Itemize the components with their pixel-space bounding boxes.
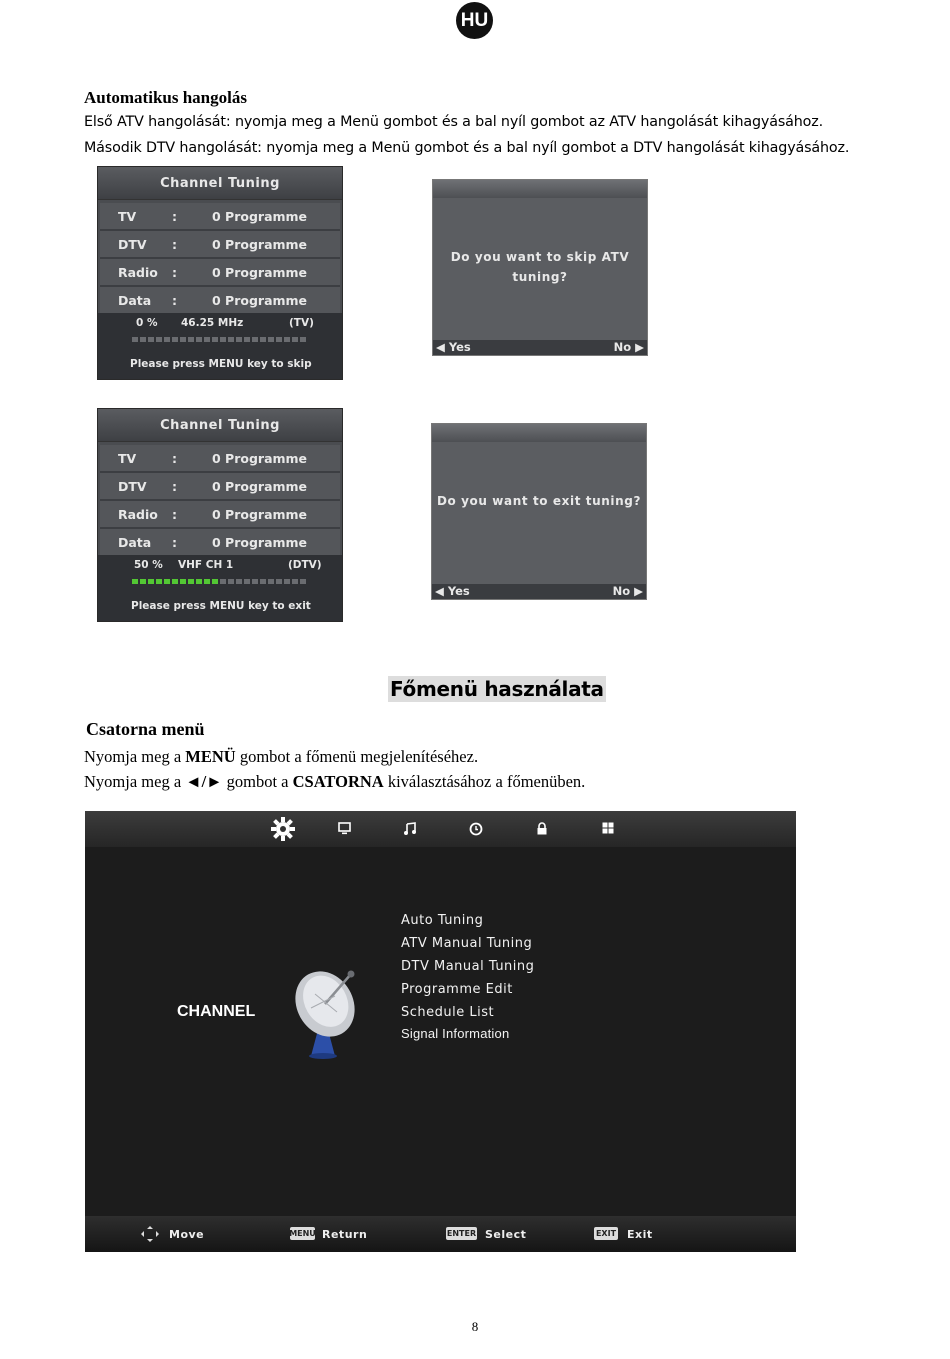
progress-segment: [284, 337, 290, 342]
progress-segment: [244, 579, 250, 584]
dialog-message: Do you want to skip ATV: [450, 250, 630, 264]
music-icon[interactable]: [403, 822, 417, 836]
no-button[interactable]: No ▶: [613, 340, 644, 354]
dialog-message: Do you want to exit tuning?: [436, 494, 642, 508]
progress-segment: [204, 337, 210, 342]
progress-segment: [188, 579, 194, 584]
progress-segment: [300, 337, 306, 342]
progress-segment: [276, 337, 282, 342]
progress-segment: [140, 579, 146, 584]
progress-bar: [132, 579, 306, 584]
menu-top-bar: [85, 811, 796, 847]
menu-item-signal-information[interactable]: Signal Information: [401, 1026, 510, 1041]
progress-segment: [140, 337, 146, 342]
clock-icon[interactable]: [469, 822, 483, 836]
menu-item-schedule-list[interactable]: Schedule List: [401, 1005, 495, 1020]
select-label: Select: [485, 1228, 527, 1241]
progress-segment: [148, 337, 154, 342]
progress-segment: [132, 579, 138, 584]
tuning-row: DTV : 0 Programme: [100, 473, 340, 501]
tuning-row: Data : 0 Programme: [100, 529, 340, 557]
progress-segment: [252, 579, 258, 584]
tuning-frequency: VHF CH 1: [178, 559, 234, 571]
instruction-line: Nyomja meg a ◄/► gombot a CSATORNA kiválasztásához a főmenüben.: [84, 772, 586, 791]
tuning-mode: (DTV): [288, 559, 322, 571]
menu-item-dtv-manual-tuning[interactable]: DTV Manual Tuning: [401, 959, 535, 974]
tuning-frequency: 46.25 MHz: [181, 317, 244, 329]
section-title: Főmenü használata: [390, 677, 604, 701]
progress-segment: [172, 337, 178, 342]
tuning-row: Radio : 0 Programme: [100, 259, 340, 287]
monitor-icon[interactable]: [338, 822, 351, 835]
progress-segment: [300, 579, 306, 584]
tuning-status: [98, 555, 342, 621]
progress-segment: [228, 337, 234, 342]
progress-segment: [156, 579, 162, 584]
progress-segment: [236, 337, 242, 342]
progress-segment: [196, 337, 202, 342]
satellite-dish-icon: [285, 964, 365, 1059]
lock-icon[interactable]: [536, 822, 548, 835]
channel-tuning-panel: [97, 166, 343, 380]
tuning-row: TV : 0 Programme: [100, 203, 340, 231]
panel-title: Channel Tuning: [98, 167, 342, 200]
tuning-row: TV : 0 Programme: [100, 445, 340, 473]
progress-segment: [164, 579, 170, 584]
progress-segment: [212, 337, 218, 342]
progress-segment: [252, 337, 258, 342]
move-label: Move: [169, 1228, 205, 1241]
tuning-row: Data : 0 Programme: [100, 287, 340, 315]
menu-bottom-bar: [85, 1216, 796, 1252]
progress-segment: [284, 579, 290, 584]
exit-label: Exit: [627, 1228, 653, 1241]
page-number: 8: [471, 1319, 479, 1334]
progress-segment: [244, 337, 250, 342]
progress-segment: [212, 579, 218, 584]
menu-key-icon: MENU: [289, 1229, 316, 1238]
progress-segment: [188, 337, 194, 342]
yes-button[interactable]: ◀ Yes: [436, 340, 471, 354]
tuning-status: [98, 313, 342, 379]
language-badge: HU: [456, 2, 493, 39]
tuning-hint: Please press MENU key to skip: [130, 358, 312, 370]
progress-segment: [132, 337, 138, 342]
gear-icon[interactable]: [271, 817, 295, 841]
menu-item-atv-manual-tuning[interactable]: ATV Manual Tuning: [401, 936, 533, 951]
grid-icon[interactable]: [602, 822, 614, 834]
progress-bar: [132, 337, 306, 342]
return-label: Return: [322, 1228, 368, 1241]
menu-item-auto-tuning[interactable]: Auto Tuning: [401, 913, 484, 928]
progress-segment: [236, 579, 242, 584]
progress-segment: [180, 579, 186, 584]
progress-segment: [228, 579, 234, 584]
progress-segment: [204, 579, 210, 584]
exit-key-icon: EXIT: [595, 1229, 617, 1238]
tuning-mode: (TV): [289, 317, 314, 329]
yes-button[interactable]: ◀ Yes: [435, 584, 470, 598]
progress-segment: [292, 337, 298, 342]
skip-atv-dialog: [432, 179, 648, 356]
exit-tuning-dialog: [431, 423, 647, 600]
progress-segment: [148, 579, 154, 584]
progress-segment: [276, 579, 282, 584]
channel-tuning-panel: [97, 408, 343, 622]
tuning-percent: 0 %: [136, 317, 158, 329]
instruction-line: Nyomja meg a MENÜ gombot a főmenü megjelenítéséhez.: [84, 747, 479, 766]
progress-segment: [260, 579, 266, 584]
progress-segment: [156, 337, 162, 342]
section-heading: Automatikus hangolás: [84, 88, 247, 107]
progress-segment: [180, 337, 186, 342]
tuning-row: Radio : 0 Programme: [100, 501, 340, 529]
progress-segment: [260, 337, 266, 342]
panel-title: Channel Tuning: [98, 409, 342, 442]
tuning-hint: Please press MENU key to exit: [131, 600, 311, 612]
instruction-line: Második DTV hangolását: nyomja meg a Menü gombot és a bal nyíl gombot a DTV hangolását kihagyásához.: [84, 140, 850, 156]
instruction-line: Első ATV hangolását: nyomja meg a Menü gombot és a bal nyíl gombot az ATV hangolását kihagyásához.: [84, 114, 823, 130]
no-button[interactable]: No ▶: [612, 584, 643, 598]
progress-segment: [172, 579, 178, 584]
enter-key-icon: ENTER: [446, 1229, 477, 1238]
tuning-row: DTV : 0 Programme: [100, 231, 340, 259]
progress-segment: [268, 579, 274, 584]
move-arrows-icon: [140, 1225, 160, 1243]
progress-segment: [220, 337, 226, 342]
progress-segment: [164, 337, 170, 342]
progress-segment: [292, 579, 298, 584]
progress-segment: [220, 579, 226, 584]
main-menu-screen: [85, 811, 796, 1252]
tuning-percent: 50 %: [134, 559, 163, 571]
dialog-message: tuning?: [512, 270, 568, 284]
menu-item-programme-edit[interactable]: Programme Edit: [401, 982, 513, 997]
section-heading: Csatorna menü: [86, 719, 205, 739]
progress-segment: [268, 337, 274, 342]
progress-segment: [196, 579, 202, 584]
category-label: CHANNEL: [177, 1003, 256, 1020]
